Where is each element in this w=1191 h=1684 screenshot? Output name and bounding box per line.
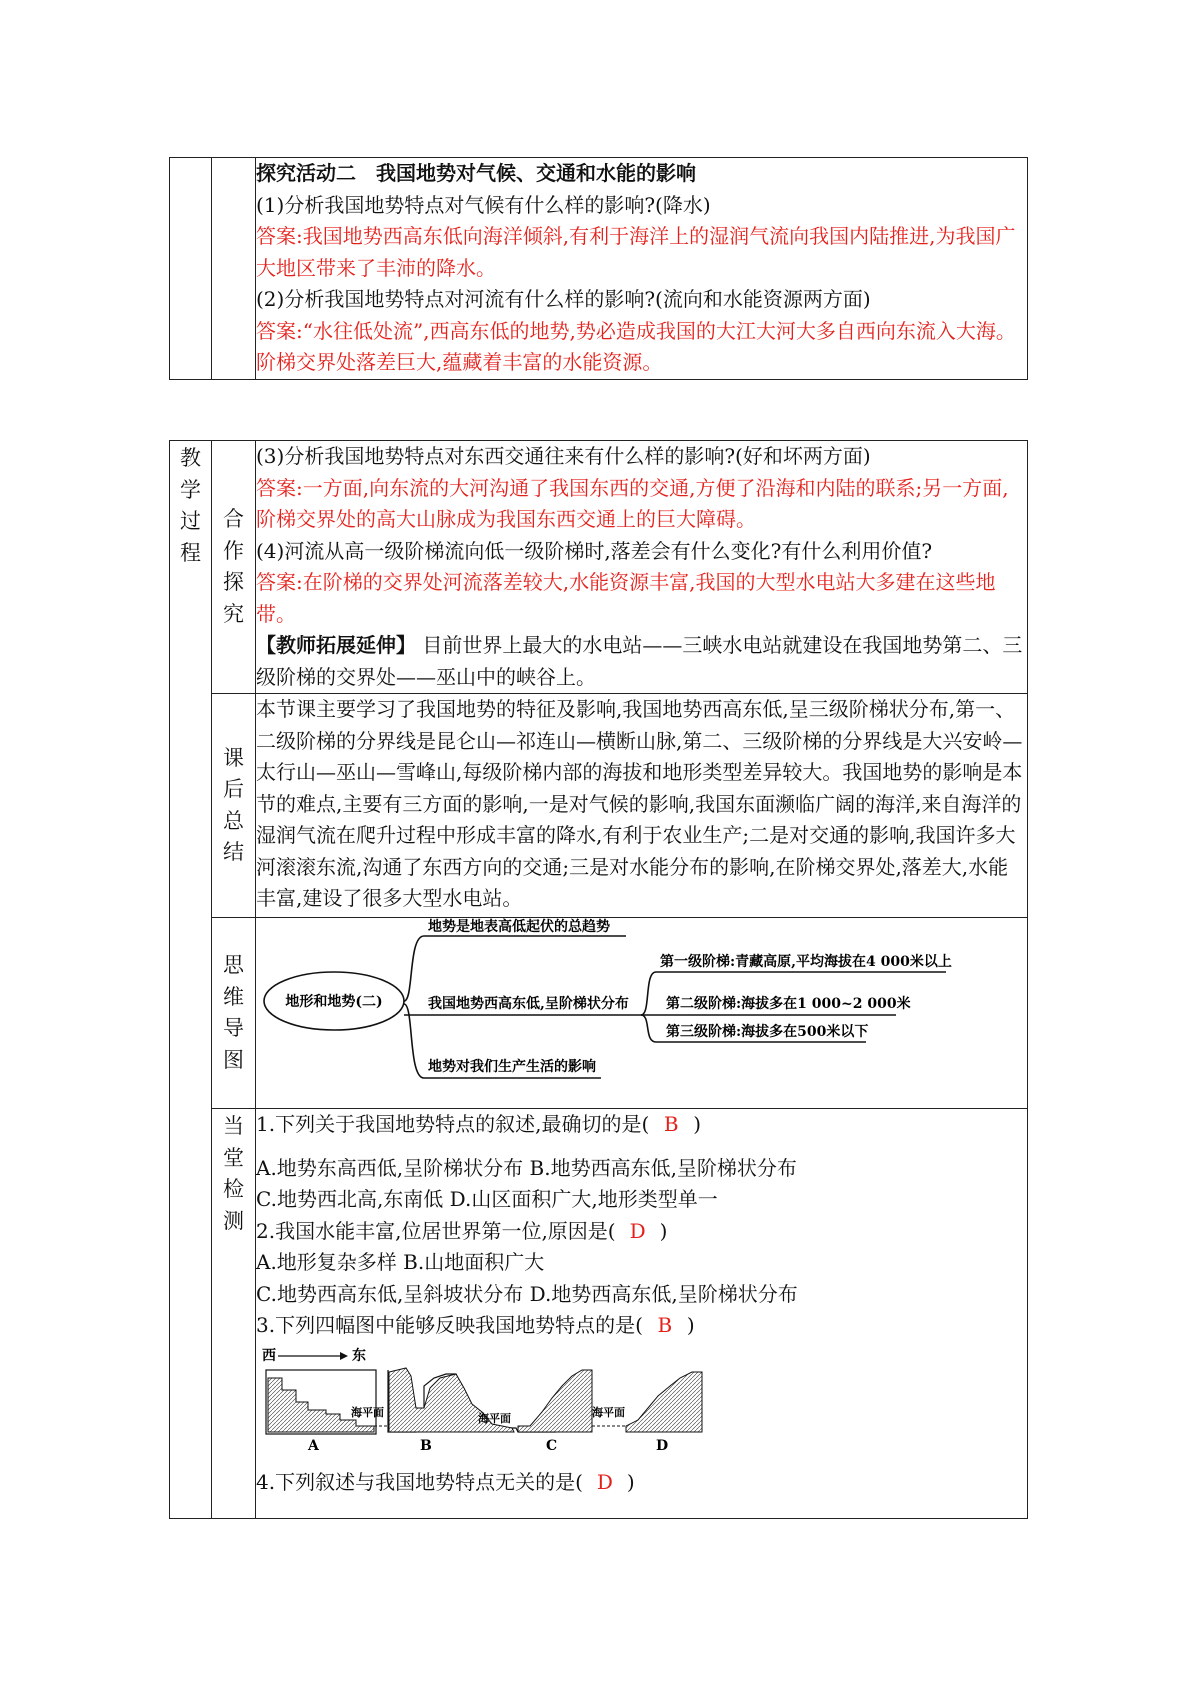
teaching-process-table [169, 440, 1028, 1519]
activity-content [256, 158, 1028, 380]
quiz-label: 当 堂 检 测 [212, 1109, 256, 1519]
step-2: 第二级阶梯:海拔多在1 000~2 000米 [666, 996, 911, 1012]
root-node: 地形和地势(二) [285, 994, 383, 1010]
answer: 答案:一方面,向东流的大河沟通了我国东西的交通,方便了沿海和内陆的联系;另一方面,阶梯交界处的高大山脉成为我国东西交通上的巨大障碍。 [256, 475, 1009, 531]
profile-A-label: A [308, 1437, 319, 1454]
east-label: 东 [352, 1347, 366, 1364]
answer-4: D [596, 1470, 613, 1494]
activity-table [169, 157, 1028, 380]
answer-2: D [629, 1218, 646, 1243]
arrow-head [340, 1352, 348, 1360]
branch-line-1 [404, 936, 626, 1001]
quiz-question-3: 3.下列四幅图中能够反映我国地势特点的是( B ) [256, 1310, 1027, 1342]
teacher-extension: 【教师拓展延伸】 目前世界上最大的水电站——三峡水电站就建设在我国地势第二、三级阶梯的交界处——巫山中的峡谷上。 [256, 633, 1023, 689]
mindmap-label: 思 维 导 图 [212, 918, 256, 1109]
profile-D-terrain [626, 1372, 702, 1432]
profile-D-label: D [656, 1437, 669, 1454]
west-label: 西 [262, 1347, 276, 1364]
answer-1: B [663, 1112, 679, 1136]
mindmap-cell [256, 918, 1028, 1109]
answer: 答案:“水往低处流”,西高东低的地势,势必造成我国的大江大河大多自西向东流入大海。阶梯交界处落差巨大,蕴藏着丰富的水能资源。 [256, 318, 1016, 374]
profile-C-terrain [518, 1370, 592, 1432]
teaching-process-label: 教 学 过 程 [170, 441, 212, 1519]
summary-text: 本节课主要学习了我国地势的特征及影响,我国地势西高东低,呈三级阶梯状分布,第一、二级阶梯的分界线是昆仑山—祁连山—横断山脉,第二、三级阶梯的分界线是大兴安岭—太行山—巫山—雪峰山,每级阶梯内部的海拔和地形类型差异较大。我国地势的影响是本节的难点,主要有三方面的影响,一是对气候的影响,我国东面濒临广阔的海洋,来自海洋的湿润气流在爬升过程中形成丰富的降水,有利于农业生产;二是对交通的影响,我国许多大河滚滚东流,沟通了东西方向的交通;三是对水能分布的影响,在阶梯交界处,落差大,水能丰富,建设了很多大型水电站。 [256, 697, 1023, 910]
step-3: 第三级阶梯:海拔多在500米以下 [666, 1024, 869, 1040]
cooperate-content [256, 441, 1028, 694]
answer: 答案:在阶梯的交界处河流落差较大,水能资源丰富,我国的大型水电站大多建在这些地带。 [256, 570, 996, 626]
answer: 答案:我国地势西高东低向海洋倾斜,有利于海洋上的湿润气流向我国内陆推进,为我国广大地区带来了丰沛的降水。 [256, 224, 1016, 280]
quiz-options: A.地势东高西低,呈阶梯状分布 B.地势西高东低,呈阶梯状分布 [256, 1155, 797, 1180]
question: (2)分析我国地势特点对河流有什么样的影响?(流向和水能资源两方面) [256, 287, 871, 311]
quiz-content [256, 1109, 1028, 1519]
cooperate-label: 合 作 探 究 [212, 441, 256, 694]
summary-content [256, 694, 1028, 918]
terrain-profiles-svg [256, 1346, 726, 1456]
activity-title: 探究活动二 我国地势对气候、交通和水能的影响 [256, 161, 696, 185]
terrain-profiles-figure [256, 1346, 1027, 1466]
quiz-question-2: 2.我国水能丰富,位居世界第一位,原因是( D ) [256, 1216, 1027, 1248]
mindmap-diagram [256, 918, 1026, 1108]
quiz-question-4: 4.下列叙述与我国地势特点无关的是( D ) [256, 1467, 1027, 1499]
question: (3)分析我国地势特点对东西交通往来有什么样的影响?(好和坏两方面) [256, 444, 871, 468]
branch-2: 我国地势西高东低,呈阶梯状分布 [428, 996, 629, 1012]
branch-3: 地势对我们生产生活的影响 [428, 1059, 596, 1075]
empty-cell [170, 158, 212, 380]
step-1: 第一级阶梯:青藏高原,平均海拔在4 000米以上 [660, 954, 952, 970]
question: (4)河流从高一级阶梯流向低一级阶梯时,落差会有什么变化?有什么利用价值? [256, 538, 933, 563]
question: (1)分析我国地势特点对气候有什么样的影响?(降水) [256, 192, 711, 217]
quiz-options: C.地势西高东低,呈斜坡状分布 D.地势西高东低,呈阶梯状分布 [256, 1281, 798, 1306]
sea-label-A: 海平面 [351, 1405, 384, 1419]
profile-B-label: B [420, 1437, 432, 1454]
quiz-options: A.地形复杂多样 B.山地面积广大 [256, 1250, 545, 1274]
quiz-question-1: 1.下列关于我国地势特点的叙述,最确切的是( B ) [256, 1109, 1027, 1141]
sea-label-B: 海平面 [478, 1411, 511, 1425]
empty-cell [212, 158, 256, 380]
profile-A-terrain [268, 1378, 374, 1432]
quiz-options: C.地势西北高,东南低 D.山区面积广大,地形类型单一 [256, 1187, 718, 1211]
branch-1: 地势是地表高低起伏的总趋势 [428, 919, 610, 935]
profile-C-label: C [546, 1437, 558, 1454]
summary-label: 课 后 总 结 [212, 694, 256, 918]
sea-label-C: 海平面 [592, 1405, 625, 1419]
answer-3: B [657, 1313, 673, 1337]
